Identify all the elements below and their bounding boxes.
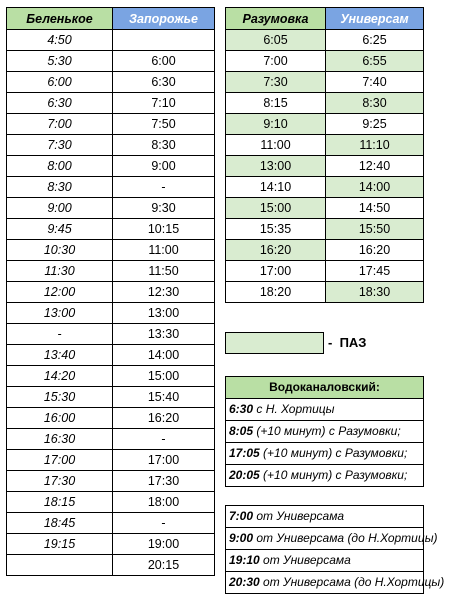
- header-zaporozhye: Запорожье: [113, 8, 215, 30]
- belenkoe-time: 13:40: [7, 345, 113, 366]
- table-row: [226, 261, 424, 282]
- zaporozhye-time: 7:50: [113, 114, 215, 135]
- universam-entry: [226, 528, 438, 550]
- zaporozhye-time: 6:00: [113, 51, 215, 72]
- razumovka-time: 15:00: [226, 198, 326, 219]
- list-item: [226, 506, 424, 528]
- zaporozhye-time: 18:00: [113, 492, 215, 513]
- list-item: [226, 443, 424, 465]
- zaporozhye-time: -: [113, 513, 215, 534]
- departure-time: 6:30: [229, 402, 254, 416]
- zaporozhye-time: -: [113, 429, 215, 450]
- departure-time: 20:05: [229, 468, 260, 482]
- belenkoe-time: 16:30: [7, 429, 113, 450]
- zaporozhye-time: 19:00: [113, 534, 215, 555]
- table-row: [226, 240, 424, 261]
- table-row: [7, 156, 215, 177]
- departure-time: 9:00: [229, 531, 254, 545]
- list-item: [226, 421, 424, 443]
- universam-time: 8:30: [326, 93, 424, 114]
- universam-time: 12:40: [326, 156, 424, 177]
- zaporozhye-time: 17:30: [113, 471, 215, 492]
- route-note: от Универсама: [259, 553, 351, 567]
- table-row: [7, 93, 215, 114]
- right-header-row: [226, 8, 424, 30]
- universam-time: 6:55: [326, 51, 424, 72]
- table-row: [7, 408, 215, 429]
- table-row: [226, 198, 424, 219]
- paz-legend-swatch: [225, 332, 324, 354]
- zaporozhye-time: 15:00: [113, 366, 215, 387]
- razumovka-time: 18:20: [226, 282, 326, 303]
- table-row: [7, 30, 215, 51]
- route-note: от Универсама (до Н.Хортицы): [253, 531, 438, 545]
- table-row: [7, 72, 215, 93]
- list-item: [226, 572, 424, 594]
- belenkoe-time: 17:00: [7, 450, 113, 471]
- table-row: [226, 135, 424, 156]
- right-timetable: [225, 7, 424, 303]
- universam-time: 7:40: [326, 72, 424, 93]
- vodokanal-title: Водоканаловский:: [226, 377, 424, 399]
- zaporozhye-time: 9:00: [113, 156, 215, 177]
- universam-entry: [226, 550, 424, 572]
- table-row: [226, 282, 424, 303]
- table-row: [7, 198, 215, 219]
- zaporozhye-time: 16:20: [113, 408, 215, 429]
- left-timetable: [6, 7, 215, 576]
- list-item: [226, 399, 424, 421]
- zaporozhye-time: -: [113, 177, 215, 198]
- table-row: [226, 93, 424, 114]
- route-note: (+10 минут) с Разумовки;: [253, 424, 401, 438]
- belenkoe-time: 19:15: [7, 534, 113, 555]
- zaporozhye-time: 6:30: [113, 72, 215, 93]
- belenkoe-time: 9:00: [7, 198, 113, 219]
- table-row: [7, 51, 215, 72]
- zaporozhye-time: 11:50: [113, 261, 215, 282]
- razumovka-time: 11:00: [226, 135, 326, 156]
- universam-time: 14:00: [326, 177, 424, 198]
- universam-time: 14:50: [326, 198, 424, 219]
- zaporozhye-time: 20:15: [113, 555, 215, 576]
- table-row: [7, 303, 215, 324]
- razumovka-time: 14:10: [226, 177, 326, 198]
- belenkoe-time: 12:00: [7, 282, 113, 303]
- header-razumovka: Разумовка: [226, 8, 326, 30]
- table-row: [7, 282, 215, 303]
- table-row: [7, 240, 215, 261]
- belenkoe-time: 5:30: [7, 51, 113, 72]
- zaporozhye-time: 13:00: [113, 303, 215, 324]
- table-row: [7, 261, 215, 282]
- departure-time: 8:05: [229, 424, 254, 438]
- belenkoe-time: 18:45: [7, 513, 113, 534]
- zaporozhye-time: 12:30: [113, 282, 215, 303]
- razumovka-time: 6:05: [226, 30, 326, 51]
- route-note: от Универсама (до Н.Хортицы): [259, 575, 445, 589]
- route-note: от Универсама: [253, 509, 345, 523]
- zaporozhye-time: 9:30: [113, 198, 215, 219]
- table-row: [7, 534, 215, 555]
- belenkoe-time: 11:30: [7, 261, 113, 282]
- table-row: [7, 219, 215, 240]
- belenkoe-time: 9:45: [7, 219, 113, 240]
- legend-text: ПАЗ: [339, 335, 367, 350]
- route-note: (+10 минут) с Разумовки;: [259, 446, 408, 460]
- belenkoe-time: 4:50: [7, 30, 113, 51]
- table-row: [7, 429, 215, 450]
- belenkoe-time: 7:00: [7, 114, 113, 135]
- route-note: (+10 минут) с Разумовки;: [259, 468, 408, 482]
- razumovka-time: 17:00: [226, 261, 326, 282]
- zaporozhye-time: 10:15: [113, 219, 215, 240]
- table-row: [226, 177, 424, 198]
- departure-time: 19:10: [229, 553, 260, 567]
- belenkoe-time: 7:30: [7, 135, 113, 156]
- table-row: [7, 366, 215, 387]
- zaporozhye-time: 7:10: [113, 93, 215, 114]
- razumovka-time: 16:20: [226, 240, 326, 261]
- departure-time: 7:00: [229, 509, 254, 523]
- razumovka-time: 9:10: [226, 114, 326, 135]
- table-row: [7, 513, 215, 534]
- departure-time: 20:30: [229, 575, 260, 589]
- universam-entry: [226, 572, 445, 594]
- razumovka-time: 8:15: [226, 93, 326, 114]
- table-row: [7, 345, 215, 366]
- belenkoe-time: 15:30: [7, 387, 113, 408]
- belenkoe-time: 8:00: [7, 156, 113, 177]
- belenkoe-time: 10:30: [7, 240, 113, 261]
- table-row: [226, 30, 424, 51]
- route-note: с Н. Хортицы: [253, 402, 335, 416]
- table-row: [7, 471, 215, 492]
- zaporozhye-time: 17:00: [113, 450, 215, 471]
- vodokanal-schedule-box: [225, 376, 424, 487]
- list-item: [226, 465, 424, 487]
- table-row: [226, 114, 424, 135]
- table-row: [7, 114, 215, 135]
- universam-time: 6:25: [326, 30, 424, 51]
- belenkoe-time: 8:30: [7, 177, 113, 198]
- left-header-row: [7, 8, 215, 30]
- razumovka-time: 15:35: [226, 219, 326, 240]
- table-row: [226, 219, 424, 240]
- table-row: [7, 555, 215, 576]
- belenkoe-time: 14:20: [7, 366, 113, 387]
- belenkoe-time: 13:00: [7, 303, 113, 324]
- razumovka-time: 13:00: [226, 156, 326, 177]
- table-row: [7, 177, 215, 198]
- departure-time: 17:05: [229, 446, 260, 460]
- universam-time: 16:20: [326, 240, 424, 261]
- belenkoe-time: 18:15: [7, 492, 113, 513]
- table-row: [7, 324, 215, 345]
- table-row: [7, 135, 215, 156]
- table-row: [226, 72, 424, 93]
- table-row: [7, 492, 215, 513]
- zaporozhye-time: 15:40: [113, 387, 215, 408]
- universam-time: 18:30: [326, 282, 424, 303]
- belenkoe-time: 17:30: [7, 471, 113, 492]
- belenkoe-time: [7, 555, 113, 576]
- vodokanal-entry: [226, 465, 424, 487]
- zaporozhye-time: 14:00: [113, 345, 215, 366]
- razumovka-time: 7:00: [226, 51, 326, 72]
- universam-entry: [226, 506, 424, 528]
- table-row: [226, 51, 424, 72]
- table-row: [7, 387, 215, 408]
- zaporozhye-time: 13:30: [113, 324, 215, 345]
- belenkoe-time: 6:30: [7, 93, 113, 114]
- table-row: [7, 450, 215, 471]
- belenkoe-time: 16:00: [7, 408, 113, 429]
- table-row: [226, 156, 424, 177]
- header-belenkoe: Беленькое: [7, 8, 113, 30]
- universam-time: 15:50: [326, 219, 424, 240]
- vodokanal-entry: [226, 421, 424, 443]
- list-item: [226, 550, 424, 572]
- zaporozhye-time: 11:00: [113, 240, 215, 261]
- belenkoe-time: 6:00: [7, 72, 113, 93]
- razumovka-time: 7:30: [226, 72, 326, 93]
- belenkoe-time: -: [7, 324, 113, 345]
- legend-dash: -: [328, 335, 333, 350]
- list-item: [226, 528, 424, 550]
- universam-schedule-box: [225, 505, 445, 594]
- zaporozhye-time: [113, 30, 215, 51]
- zaporozhye-time: 8:30: [113, 135, 215, 156]
- header-universam: Универсам: [326, 8, 424, 30]
- universam-time: 11:10: [326, 135, 424, 156]
- universam-time: 17:45: [326, 261, 424, 282]
- vodokanal-entry: [226, 443, 424, 465]
- universam-time: 9:25: [326, 114, 424, 135]
- paz-legend-label: [328, 335, 366, 350]
- vodokanal-entry: [226, 399, 424, 421]
